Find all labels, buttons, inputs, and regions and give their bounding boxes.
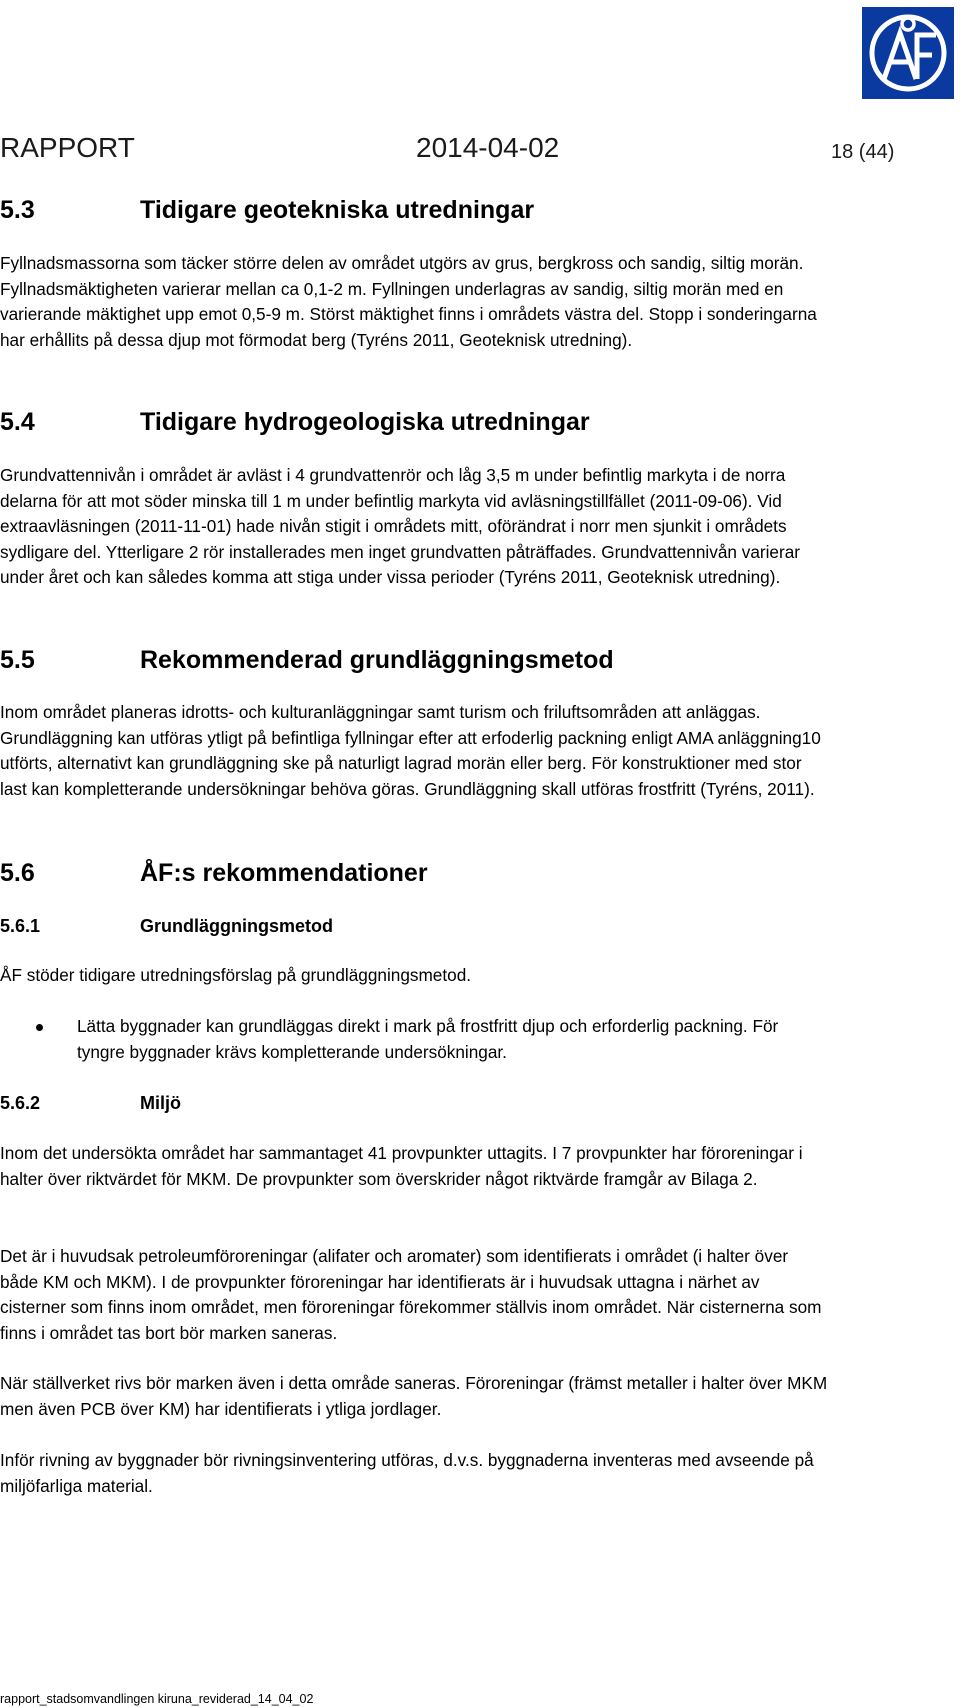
section-number: 5.5 <box>0 646 35 674</box>
paragraph: Grundvattennivån i området är avläst i 4 grundvattenrör och låg 3,5 m under befintlig markyta i de norra delarna för att mot söder minska till 1 m under befintlig markyta vid avläsningstillfället (2011-09-06). Vid extraavläsningen (2011-11-01) hade nivån stigit i områdets mitt, oförändrat i norr men sjunkit i områdets sydligare del. Ytterligare 2 rör installerades men inget grundvatten påträffades. Grundvattennivån varierar under året och kan således komma att stiga under vissa perioder (Tyréns 2011, Geoteknisk utredning). <box>0 465 800 587</box>
paragraph: Det är i huvudsak petroleumföroreningar (alifater och aromater) som identifierats i området (i halter över både KM och MKM). I de provpunkter föroreningar har identifierats är i huvudsak uttagna i närhet av cisterner som finns inom området, men föroreningar förekommer ställvis inom området. När cisternerna som finns i området tas bort bör marken saneras. <box>0 1246 822 1343</box>
bullet-icon <box>36 1024 43 1031</box>
paragraph: När ställverket rivs bör marken även i detta område saneras. Föroreningar (främst metaller i halter över MKM men även PCB över KM) har identifierats i ytliga jordlager. <box>0 1373 828 1419</box>
paragraph: Inför rivning av byggnader bör rivningsinventering utföras, d.v.s. byggnaderna inventeras med avseende på miljöfarliga material. <box>0 1450 814 1496</box>
section-title: Tidigare geotekniska utredningar <box>140 196 535 224</box>
paragraph: Inom området planeras idrotts- och kulturanläggningar samt turism och friluftsområden att anläggas. Grundläggning kan utföras ytligt på befintliga fyllningar efter att erfoderlig packning enligt AMA anläggning10 utförts, alternativt kan grundläggning ske på naturligt lagrad morän eller berg. För konstruktioner med stor last kan kompletterande undersökningar behöva göras. Grundläggning skall utföras frostfritt (Tyréns, 2011). <box>0 702 821 799</box>
bullet-list <box>0 1014 830 1065</box>
section-number: 5.4 <box>0 408 35 436</box>
subsection-title: Miljö <box>140 1093 181 1113</box>
paragraph: ÅF stöder tidigare utredningsförslag på grundläggningsmetod. <box>0 965 472 985</box>
section-number: 5.3 <box>0 196 35 224</box>
page-number: 18 (44) <box>831 141 895 163</box>
list-item <box>0 1014 830 1065</box>
report-label: RAPPORT <box>0 132 135 163</box>
report-date: 2014-04-02 <box>416 132 560 163</box>
subsection-number: 5.6.2 <box>0 1093 41 1113</box>
list-item-text: Lätta byggnader kan grundläggas direkt i mark på frostfritt djup och erforderlig packning. För tyngre byggnader krävs kompletterande undersökningar. <box>77 1016 779 1062</box>
section-number: 5.6 <box>0 859 35 887</box>
subsection-title: Grundläggningsmetod <box>140 916 333 936</box>
section-title: Rekommenderad grundläggningsmetod <box>140 646 614 674</box>
footer-filename: rapport_stadsomvandlingen kiruna_reviderad_14_04_02 <box>0 1692 314 1706</box>
subsection-number: 5.6.1 <box>0 916 41 936</box>
paragraph: Fyllnadsmassorna som täcker större delen av området utgörs av grus, bergkross och sandig, siltig morän. Fyllnadsmäktigheten varierar mellan ca 0,1-2 m. Fyllningen underlagras av sandig, siltig morän med en varierande mäktighet upp emot 0,5-9 m. Störst mäktighet finns i områdets västra del. Stopp i sonderingarna har erhållits på dessa djup mot förmodat berg (Tyréns 2011, Geoteknisk utredning). <box>0 253 817 350</box>
section-title: ÅF:s rekommendationer <box>140 859 428 887</box>
af-logo <box>862 7 954 99</box>
section-title: Tidigare hydrogeologiska utredningar <box>140 408 590 436</box>
paragraph: Inom det undersökta området har sammantaget 41 provpunkter uttagits. I 7 provpunkter har föroreningar i halter över riktvärdet för MKM. De provpunkter som överskrider något riktvärde framgår av Bilaga 2. <box>0 1143 803 1189</box>
